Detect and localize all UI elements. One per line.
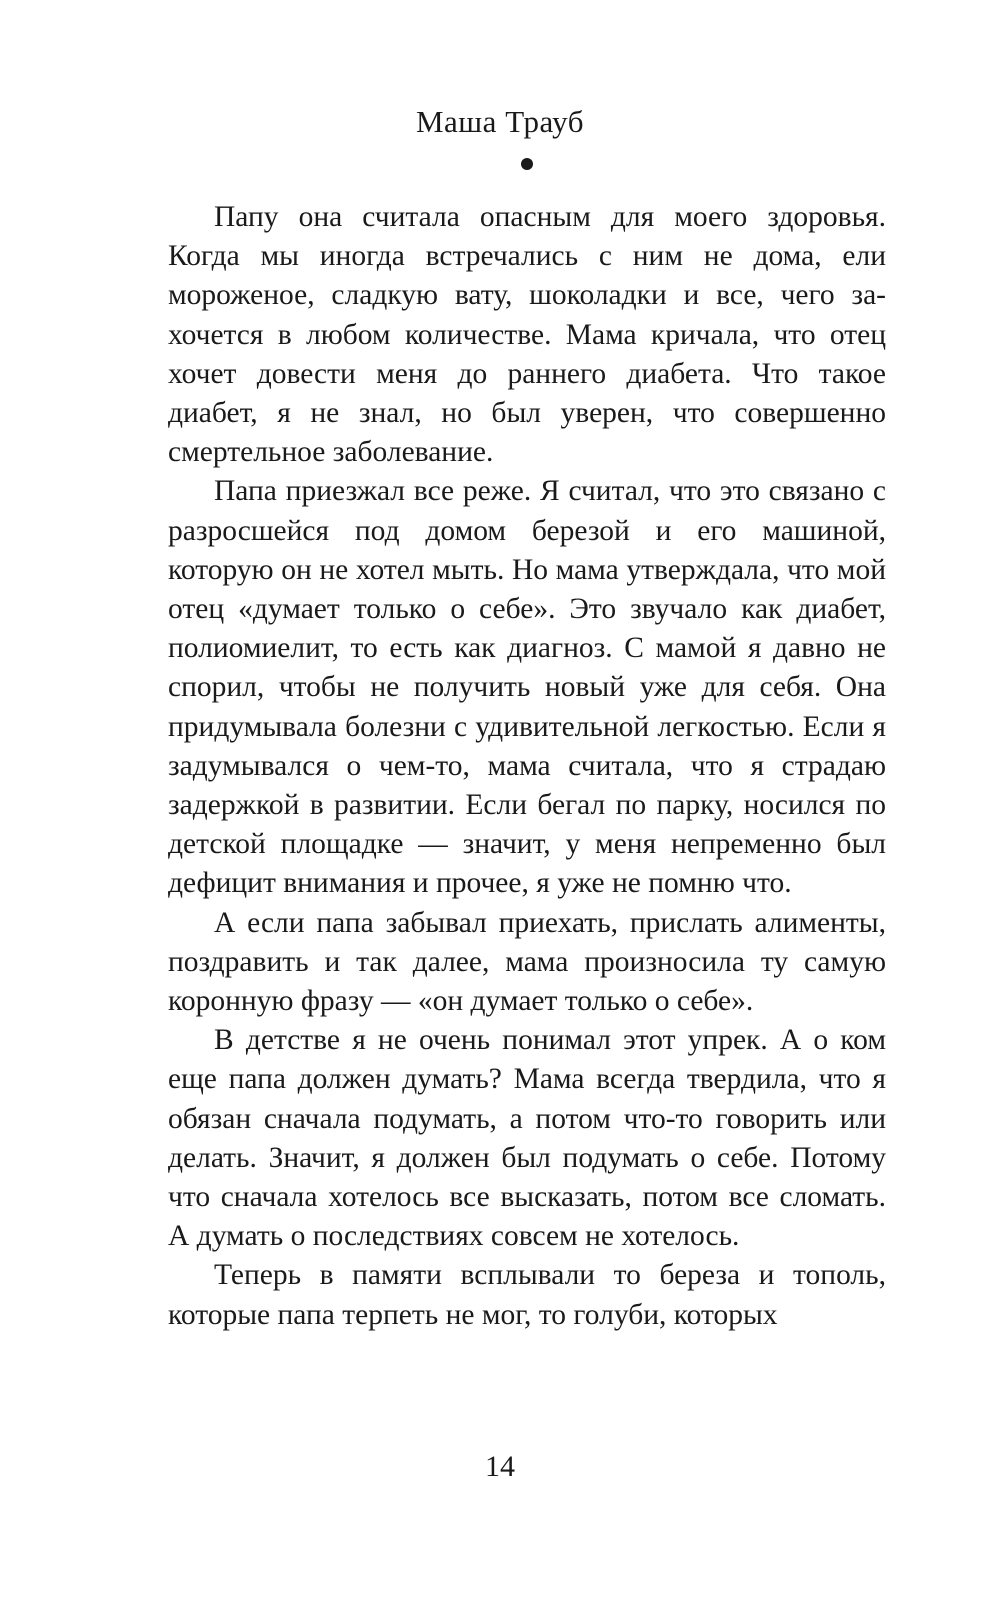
paragraph: А если папа забывал приехать, прислать алименты, поздравить и так далее, мама произносила ту самую коронную фразу — «он думает только о себе». xyxy=(168,906,886,1018)
bullet-ornament-icon xyxy=(521,158,533,170)
paragraph: В детстве я не очень понимал этот упрек. А о ком еще папа должен думать? Мама всегда твердила, что я обязан сначала подумать, а потом что-то говорить или делать. Значит, я должен был подумать о себе. Потому что сначала хотелось все высказать, потом все сломать. А думать о последствиях совсем не хотелось. xyxy=(168,1024,886,1253)
paragraph: Теперь в памяти всплывали то береза и тополь, которые папа терпеть не мог, то голуби, которых xyxy=(168,1259,886,1331)
page-number: 14 xyxy=(485,1450,515,1483)
paragraph: Папу она считала опасным для моего здоровья. Когда мы иногда встречались с ним не дома, ели мороженое, сладкую вату, шоколадки и все, чего захочется в любом количестве. Мама кричала, что отец хочет довести меня до раннего диабета. Что такое диабет, я не знал, но был уверен, что совершенно смертельное заболевание. xyxy=(168,201,886,469)
page-body xyxy=(168,198,886,1335)
running-head-author: Маша Трауб xyxy=(415,104,584,139)
paragraph: Папа приезжал все реже. Я считал, что это связано с разросшейся под домом березой и его машиной, которую он не хотел мыть. Но мама утверждала, что мой отец «думает только о себе». Это звучало как диабет, полиомиелит, то есть как диагноз. С мамой я давно не спорил, чтобы не получить новый уже для себя. Она придумывала болезни с удивительной легкостью. Если я задумывался о чем-то, мама считала, что я страдаю задержкой в развитии. Если бегал по парку, носился по детской площадке — значит, у меня непременно был дефицит внимания и прочее, я уже не помню что. xyxy=(168,475,886,900)
